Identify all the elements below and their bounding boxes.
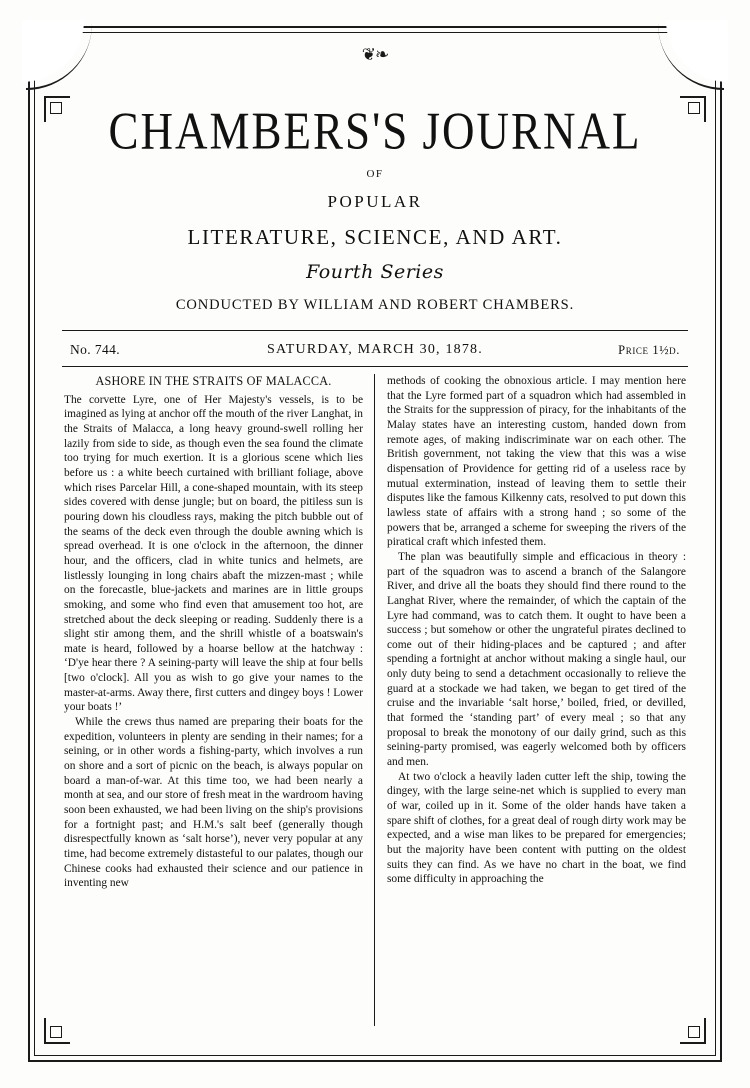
issue-rule-top — [62, 330, 688, 331]
corner-dot-top-right — [688, 102, 700, 114]
column-right — [375, 374, 686, 1026]
corner-dot-bottom-left — [50, 1026, 62, 1038]
paragraph: The plan was beautifully simple and efficacious in theory : part of the squadron was to ascend a branch of the Salangore River, and drive all the boats they should find there round to the Langhat River, where the remainder, of which the captain of the Lyre had command, was to catch them. It ought to have been a success ; but somehow or other the ungrateful pirates declined to come out of their hiding-places and be captured ; and after spending a fortnight at anchor without making a single haul, our only duty being to send a detachment occasionally to relieve the guard at a stockade we had taken, we began to get tired of the cruise and the invariable ‘salt horse,’ boiled, fried, or devilled, that formed the ‘standing part’ of every meal ; so that any proposal to break the monotony of our daily grind, such as this seining-party promised, was eagerly welcomed both by officers and men. — [387, 550, 686, 769]
issue-bar — [62, 336, 688, 364]
paragraph: At two o'clock a heavily laden cutter left the ship, towing the dingey, with the large seine-net which is supplied to every man of war, coiled up in it. Some of the older hands have taken a spare shift of clothes, for a great deal of rough dirty work may be expected, and a wise man likes to be prepared for emergencies; but the majority have been content with putting on the oldest suits they can find. As we have no chart in the boat, we find some difficulty in approaching the — [387, 770, 686, 886]
paragraph: The corvette Lyre, one of Her Majesty's vessels, is to be imagined as lying at anchor off the mouth of the river Langhat, in the Straits of Malacca, a long heavy ground-swell rolling her lazily from side to side, as though even the sea found the climate too trying for much exertion. It is a glorious scene which lies before us : a white beech curtained with brilliant foliage, above which rises Parcelar Hill, a cone-shaped mountain, with its steep sides covered with dense jungle; but on board, the pitiless sun is pouring down his cloudless rays, making the pitch bubble out of the seams of the deck even through the double awning which is spread overhead. It is one o'clock in the afternoon, the dinner hour, and the officers, clad in white tunics and helmets, are listlessly lounging in long chairs abaft the mizzen-mast ; while on the forecastle, blue-jackets and marines are in little groups smoking, and some who find even that amusement too hot, are stretched about the deck sleeping or reading. Suddenly there is a slight stir among them, and the shrill whistle of a boatswain's mate is heard, followed by a hoarse bellow at the hatchway : ‘D'ye hear there ? A seining-party will leave the ship at four bells [two o'clock]. All you as wish to go give your names to the master-at-arms. Away there, first cutters and dingey boys ! Lower your boats !’ — [64, 393, 363, 714]
column-left — [64, 374, 375, 1026]
masthead-series: Fourth Series — [306, 261, 444, 283]
corner-dot-bottom-right — [688, 1026, 700, 1038]
article-heading: ASHORE IN THE STRAITS OF MALACCA. — [95, 374, 332, 388]
masthead-subjects: LITERATURE, SCIENCE, AND ART. — [187, 225, 563, 249]
article-body — [64, 374, 686, 1026]
issue-date: SATURDAY, MARCH 30, 1878. — [267, 342, 483, 357]
issue-number: No. 744. — [70, 342, 121, 357]
issue-price: Price 1½d. — [618, 342, 680, 357]
fleuron-ornament-icon: ❦❧ — [361, 45, 389, 64]
issue-rule-bottom — [62, 366, 688, 367]
masthead-popular: POPULAR — [327, 192, 423, 211]
masthead — [62, 100, 688, 314]
paragraph: While the crews thus named are preparing their boats for the expedition, volunteers in plenty are sending in their names; for a seining, or in other words a fishing-party, which involves a run on shore and a sort of picnic on the beach, is always popular on board a man-of-war. At this time too, we had been nearly a month at sea, and our store of fresh meat in the wardroom having soon been exhausted, we had been living on the ship's provisions for a fortnight past; and H.M.'s salt beef (generally though disrespectfully known as ‘salt horse’), never very popular at any time, had become extremely distasteful to our palates, though our Chinese cooks had exhausted their science and our patience in inventing new — [64, 716, 363, 890]
paragraph: methods of cooking the obnoxious article. I may mention here that the Lyre formed part of a squadron which had assembled in the Straits for the suppression of piracy, for the inhabitants of the Malay states have an interesting custom, handed down from remote ages, of making indiscriminate war on each other. The British government, not taking the view that this was a wise dispensation of Providence for getting rid of a useless race by mutual extermination, instead of leaving them to settle their disputes like the famous Kilkenny cats, resolved to put down this lawless state of affairs with a strong hand ; so some of the powers that be, arranged a scheme for sweeping the rivers of the piratical craft which infested them. — [387, 375, 686, 549]
corner-dot-top-left — [50, 102, 62, 114]
masthead-conducted-by: CONDUCTED BY WILLIAM AND ROBERT CHAMBERS. — [175, 297, 575, 313]
page-title: CHAMBERS'S JOURNAL — [108, 101, 642, 161]
masthead-of: OF — [366, 168, 384, 180]
